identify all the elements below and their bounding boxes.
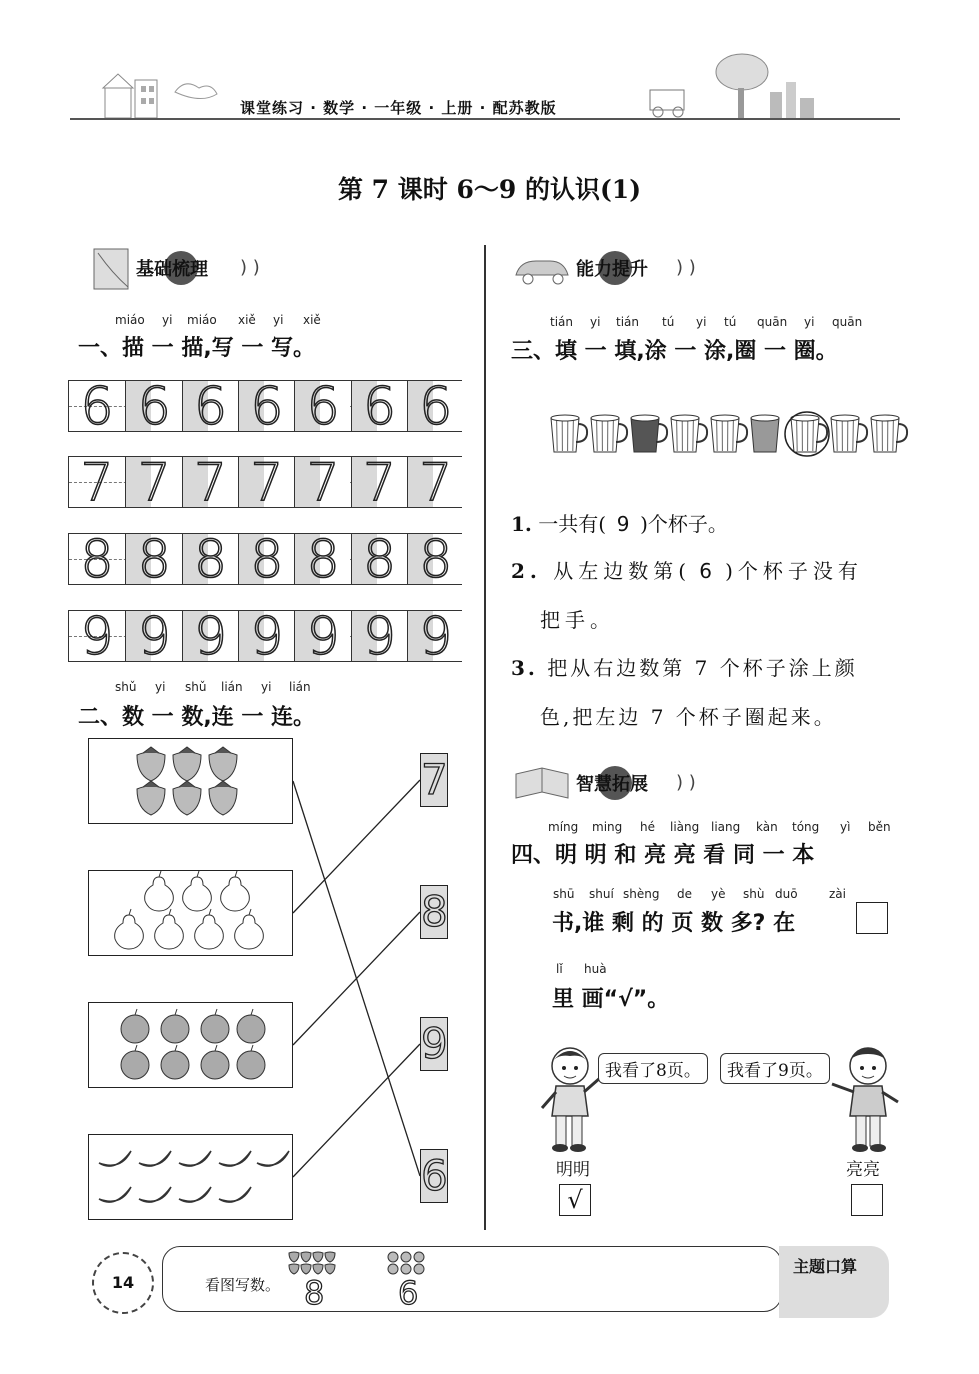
- page-number-gear: [92, 1252, 154, 1314]
- footer-prompt: 看图写数。: [205, 1276, 281, 1294]
- apple-icon: [237, 1045, 265, 1079]
- q2-question: 二、数 一 数,连 一 连。: [78, 705, 315, 730]
- footer-answer-6: 6: [398, 1274, 419, 1312]
- trace-cell[interactable]: [238, 530, 294, 590]
- q4-inline-box: [856, 902, 888, 934]
- practice-row-7: [68, 453, 462, 513]
- cup-icon[interactable]: [711, 415, 747, 452]
- fruit-box-strawberries: [88, 738, 293, 824]
- trace-cell[interactable]: [294, 530, 350, 590]
- name-liangliang: 亮亮: [846, 1160, 880, 1180]
- practice-digit: 6: [362, 377, 397, 437]
- lesson-title: 第 7 课时 6～9 的认识(1): [337, 175, 642, 204]
- cup-icon[interactable]: [791, 415, 827, 452]
- q4-line-2: 书,谁 剩 的 页 数 多? 在: [552, 911, 796, 936]
- practice-digit: 6: [137, 377, 171, 437]
- section-badge-basic: 基础梳理 ) ): [90, 245, 270, 293]
- trace-cell[interactable]: [351, 453, 407, 513]
- practice-digit: 8: [362, 530, 397, 590]
- trace-cell[interactable]: [351, 377, 407, 437]
- banana-icon: [99, 1187, 131, 1202]
- banana-icon: [257, 1151, 289, 1166]
- line-apples-to-8: [293, 912, 420, 1045]
- practice-digit: 7: [194, 453, 228, 513]
- practice-digit: 9: [419, 607, 453, 667]
- check-box-mingming[interactable]: √: [559, 1184, 591, 1216]
- apple-icon: [121, 1009, 149, 1043]
- pear-icon: [183, 871, 212, 911]
- fruit-box-pears: [88, 870, 293, 956]
- number-card-6[interactable]: 6: [420, 1149, 448, 1203]
- cup-icon[interactable]: [831, 415, 867, 452]
- cup-icon[interactable]: [671, 415, 707, 452]
- q3-question: 三、填 一 填,涂 一 涂,圈 一 圈。: [511, 339, 838, 364]
- apple-icon: [201, 1045, 229, 1079]
- apple-icon: [161, 1045, 189, 1079]
- answer-9: 9: [616, 512, 630, 536]
- strawberry-icon: [209, 781, 237, 815]
- header-series: 课堂练习 · 数学 · 一年级 · 上册 · 配苏教版: [240, 99, 557, 117]
- practice-digit: 7: [362, 453, 397, 513]
- practice-digit: 7: [80, 453, 114, 513]
- trace-cell[interactable]: [407, 607, 463, 667]
- banana-icon: [219, 1151, 251, 1166]
- fruit-box-bananas: [88, 1134, 293, 1220]
- practice-row-6: [68, 377, 462, 437]
- trace-cell[interactable]: [182, 377, 238, 437]
- section-title-wisdom: 智慧拓展: [576, 774, 648, 795]
- trace-cell[interactable]: [351, 530, 407, 590]
- practice-digit: 9: [306, 607, 340, 667]
- strawberry-icon: [209, 747, 237, 781]
- practice-row-9: [68, 607, 462, 667]
- practice-digit: 8: [137, 530, 171, 590]
- trace-cell[interactable]: [238, 377, 294, 437]
- number-card-8[interactable]: 8: [420, 885, 448, 939]
- footer-answer-8: 8: [304, 1274, 325, 1312]
- practice-digit: 9: [137, 607, 171, 667]
- trace-cell[interactable]: [125, 607, 181, 667]
- practice-digit: 8: [306, 530, 340, 590]
- q3-item-1: 1. 一共有( 9 )个杯子。: [511, 512, 728, 536]
- cup-icon[interactable]: [871, 415, 907, 452]
- speech-bubble-mingming: 我看了8页。: [598, 1053, 708, 1084]
- cup-icon[interactable]: [631, 415, 667, 452]
- sample-digit-cell: [69, 607, 125, 667]
- practice-digit: 8: [250, 530, 284, 590]
- practice-digit: 9: [194, 607, 228, 667]
- line-strawberries-to-6: [293, 781, 420, 1176]
- name-mingming: 明明: [556, 1160, 590, 1180]
- page-number: 14: [111, 1273, 135, 1292]
- line-pears-to-7: [293, 780, 420, 913]
- trace-cell[interactable]: [182, 607, 238, 667]
- q4-line-3: 里 画“√”。: [552, 987, 670, 1012]
- practice-digit: 6: [194, 377, 228, 437]
- pear-icon: [145, 871, 174, 911]
- speech-bubble-liangliang: 我看了9页。: [720, 1053, 830, 1084]
- line-bananas-to-9: [293, 1044, 420, 1177]
- column-divider: [484, 245, 486, 1230]
- trace-cell[interactable]: [294, 453, 350, 513]
- q4-line-1: 四、明 明 和 亮 亮 看 同 一 本: [511, 843, 815, 868]
- cup-icon[interactable]: [591, 415, 627, 452]
- sample-digit-cell: [69, 530, 125, 590]
- section-title-basic: 基础梳理: [136, 259, 208, 280]
- cups-row: [545, 406, 910, 462]
- practice-digit: 7: [250, 453, 284, 513]
- trace-cell[interactable]: [351, 607, 407, 667]
- practice-digit: 6: [250, 377, 284, 437]
- practice-digit: 8: [194, 530, 228, 590]
- fruit-box-apples: [88, 1002, 293, 1088]
- practice-digit: 9: [362, 607, 397, 667]
- trace-cell[interactable]: [294, 607, 350, 667]
- boy-mingming-illustration: [536, 1042, 606, 1154]
- section-title-ability: 能力提升: [576, 259, 648, 280]
- pear-icon: [155, 909, 184, 949]
- section-badge-wisdom: 智慧拓展 ) ): [510, 760, 710, 808]
- banana-icon: [139, 1151, 171, 1166]
- section-title-topic: 主题口算: [793, 1257, 858, 1276]
- header-illustration-left: [95, 70, 225, 118]
- strawberry-icon: [137, 747, 165, 781]
- answer-6: 6: [699, 559, 717, 583]
- pear-icon: [221, 871, 250, 911]
- banana-icon: [179, 1151, 211, 1166]
- strawberry-icon: [173, 781, 201, 815]
- trace-cell[interactable]: [182, 453, 238, 513]
- q3-item-3-cont: 色,把左边 7 个杯子圈起来。: [540, 705, 837, 729]
- header-illustration-right: [630, 52, 870, 118]
- trace-cell[interactable]: [125, 377, 181, 437]
- cup-icon[interactable]: [551, 415, 587, 452]
- car-icon: [510, 251, 576, 287]
- trace-cell[interactable]: [125, 453, 181, 513]
- practice-digit: 8: [419, 530, 453, 590]
- practice-digit: 7: [419, 453, 453, 513]
- boy-liangliang-illustration: [826, 1042, 906, 1154]
- practice-digit: 7: [306, 453, 340, 513]
- q3-item-3: 3. 把从右边数第 7 个杯子涂上颜: [511, 656, 858, 680]
- pear-icon: [195, 909, 224, 949]
- number-card-9[interactable]: 9: [420, 1017, 448, 1071]
- trace-cell[interactable]: [238, 607, 294, 667]
- trace-cell[interactable]: [294, 377, 350, 437]
- sample-digit-cell: [69, 377, 125, 437]
- practice-row-8: [68, 530, 462, 590]
- apple-icon: [121, 1045, 149, 1079]
- trace-cell[interactable]: [125, 530, 181, 590]
- section-badge-ability: 能力提升 ) ): [510, 245, 710, 293]
- practice-digit: 6: [306, 377, 340, 437]
- trace-cell[interactable]: [407, 453, 463, 513]
- trace-cell[interactable]: [182, 530, 238, 590]
- apple-icon: [161, 1009, 189, 1043]
- apple-icon: [201, 1009, 229, 1043]
- practice-digit: 7: [137, 453, 171, 513]
- sample-digit-cell: [69, 453, 125, 513]
- banana-icon: [219, 1187, 251, 1202]
- banana-icon: [99, 1151, 131, 1166]
- check-box-liangliang[interactable]: [851, 1184, 883, 1216]
- banana-icon: [179, 1187, 211, 1202]
- apple-icon: [237, 1009, 265, 1043]
- practice-digit: 9: [250, 607, 284, 667]
- book-icon: [510, 764, 576, 804]
- header-rule: [70, 118, 900, 120]
- cup-icon[interactable]: [751, 415, 779, 452]
- pear-icon: [235, 909, 264, 949]
- trace-cell[interactable]: [407, 377, 463, 437]
- strawberry-icon: [173, 747, 201, 781]
- strawberry-icon: [137, 781, 165, 815]
- q3-item-2: 2. 从左边数第( 6 )个杯子没有: [511, 559, 863, 583]
- practice-digit: 6: [80, 377, 114, 437]
- pear-icon: [115, 909, 144, 949]
- q1-question: 一、描 一 描,写 一 写。: [78, 336, 315, 361]
- q3-item-2-cont: 把手。: [540, 608, 615, 632]
- number-card-7[interactable]: 7: [420, 753, 448, 807]
- trace-cell[interactable]: [238, 453, 294, 513]
- practice-digit: 8: [80, 530, 114, 590]
- practice-digit: 9: [80, 607, 114, 667]
- practice-digit: 6: [419, 377, 453, 437]
- trace-cell[interactable]: [407, 530, 463, 590]
- banana-icon: [139, 1187, 171, 1202]
